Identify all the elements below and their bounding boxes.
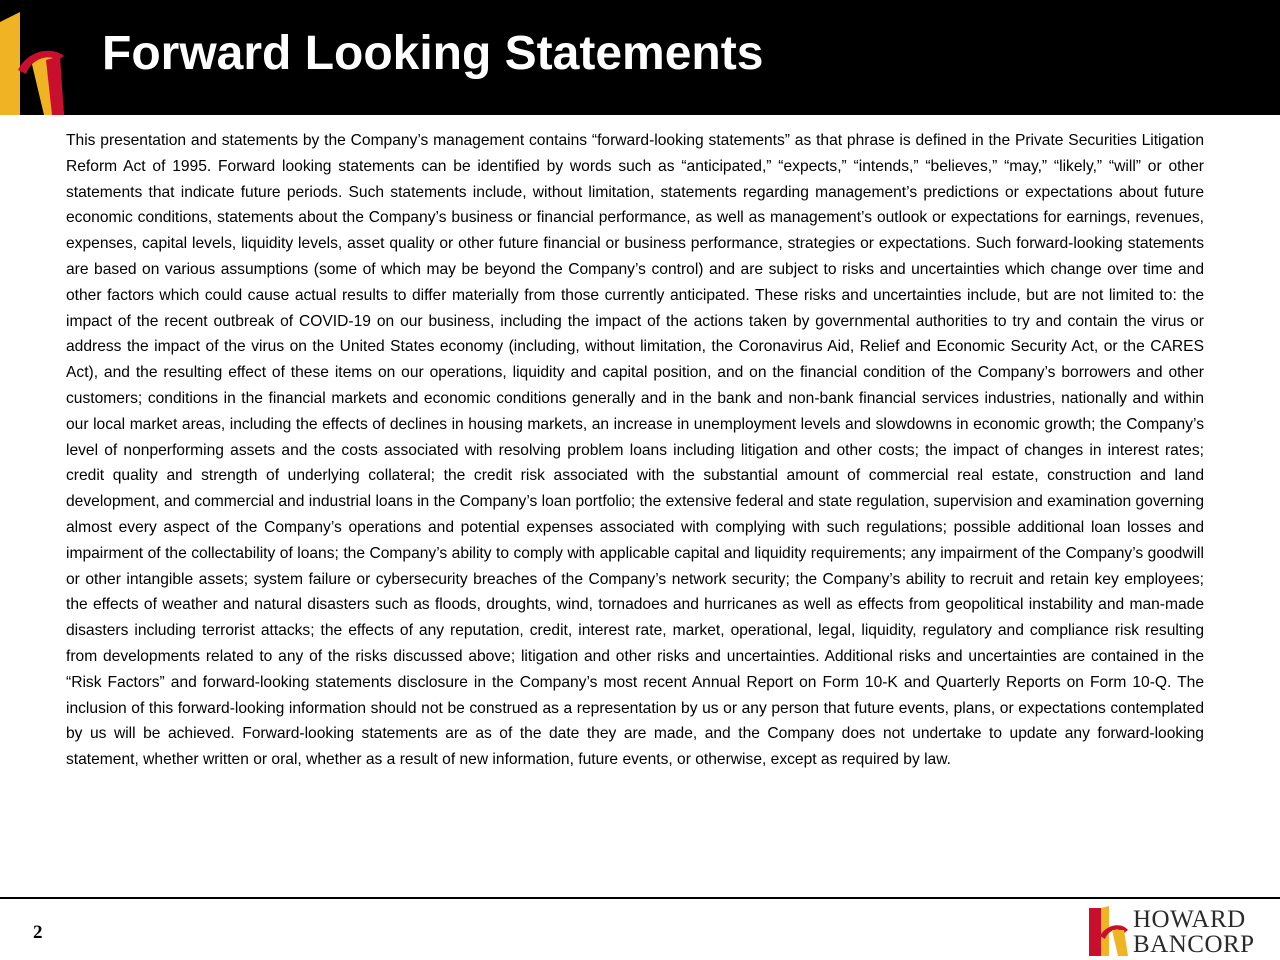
header-bar <box>0 0 1280 115</box>
slide-title: Forward Looking Statements <box>102 27 764 80</box>
forward-looking-statements-body: This presentation and statements by the Company’s management contains “forward-looking statements” as that phrase is defined in the Private Securities Litigation Reform Act of 1995. Forward looking statements can be identified by words such as “anticipated,” “expects,” “intends,” “believes,” “may,” “likely,” “will” or other statements that indicate future periods. Such statements include, without limitation, statements regarding management’s predictions or expectations about future economic conditions, statements about the Company’s business or financial performance, as well as management’s outlook or expectations for earnings, revenues, expenses, capital levels, liquidity levels, asset quality or other future financial or business performance, strategies or expectations. Such forward-looking statements are based on various assumptions (some of which may be beyond the Company’s control) and are subject to risks and uncertainties which change over time and other factors which could cause actual results to differ materially from those currently anticipated. These risks and uncertainties include, but are not limited to: the impact of the recent outbreak of COVID-19 on our business, including the impact of the actions taken by governmental authorities to try and contain the virus or address the impact of the virus on the United States economy (including, without limitation, the Coronavirus Aid, Relief and Economic Security Act, or the CARES Act), and the resulting effect of these items on our operations, liquidity and capital position, and on the financial condition of the Company’s borrowers and other customers; conditions in the financial markets and economic conditions generally and in the bank and non-bank financial services industries, nationally and within our local market areas, including the effects of declines in housing markets, an increase in unemployment levels and slowdowns in economic growth; the Company’s level of nonperforming assets and the costs associated with resolving problem loans including litigation and other costs; the impact of changes in interest rates; credit quality and strength of underlying collateral; the credit risk associated with the substantial amount of commercial real estate, construction and land development, and commercial and industrial loans in the Company’s loan portfolio; the extensive federal and state regulation, supervision and examination governing almost every aspect of the Company’s operations and potential expenses associated with complying with such regulations; possible additional loan losses and impairment of the collectability of loans; the Company’s ability to comply with applicable capital and liquidity requirements; any impairment of the Company’s goodwill or other intangible assets; system failure or cybersecurity breaches of the Company’s network security; the Company’s ability to recruit and retain key employees; the effects of weather and natural disasters such as floods, droughts, wind, tornadoes and hurricanes as well as effects from geopolitical instability and man-made disasters including terrorist attacks; the effects of any reputation, credit, interest rate, market, operational, legal, liquidity, regulatory and compliance risk resulting from developments related to any of the risks discussed above; litigation and other risks and uncertainties. Additional risks and uncertainties are contained in the “Risk Factors” and forward-looking statements disclosure in the Company’s most recent Annual Report on Form 10-K and Quarterly Reports on Form 10-Q. The inclusion of this forward-looking information should not be construed as a representation by us or any person that future events, plans, or expectations contemplated by us will be achieved. Forward-looking statements are as of the date they are made, and the Company does not undertake to update any forward-looking statement, whether written or oral, whether as a result of new information, future events, or otherwise, except as required by law. <box>66 132 1204 769</box>
footer-divider <box>0 897 1280 899</box>
howard-bancorp-h-mark-icon <box>0 12 80 115</box>
logo-wordmark-bancorp: BANCORP <box>1133 931 1255 958</box>
howard-bancorp-h-mark-icon <box>1088 906 1132 956</box>
logo-wordmark-howard: HOWARD <box>1133 906 1246 933</box>
howard-bancorp-logo <box>1088 905 1268 957</box>
page-number: 2 <box>33 922 43 943</box>
